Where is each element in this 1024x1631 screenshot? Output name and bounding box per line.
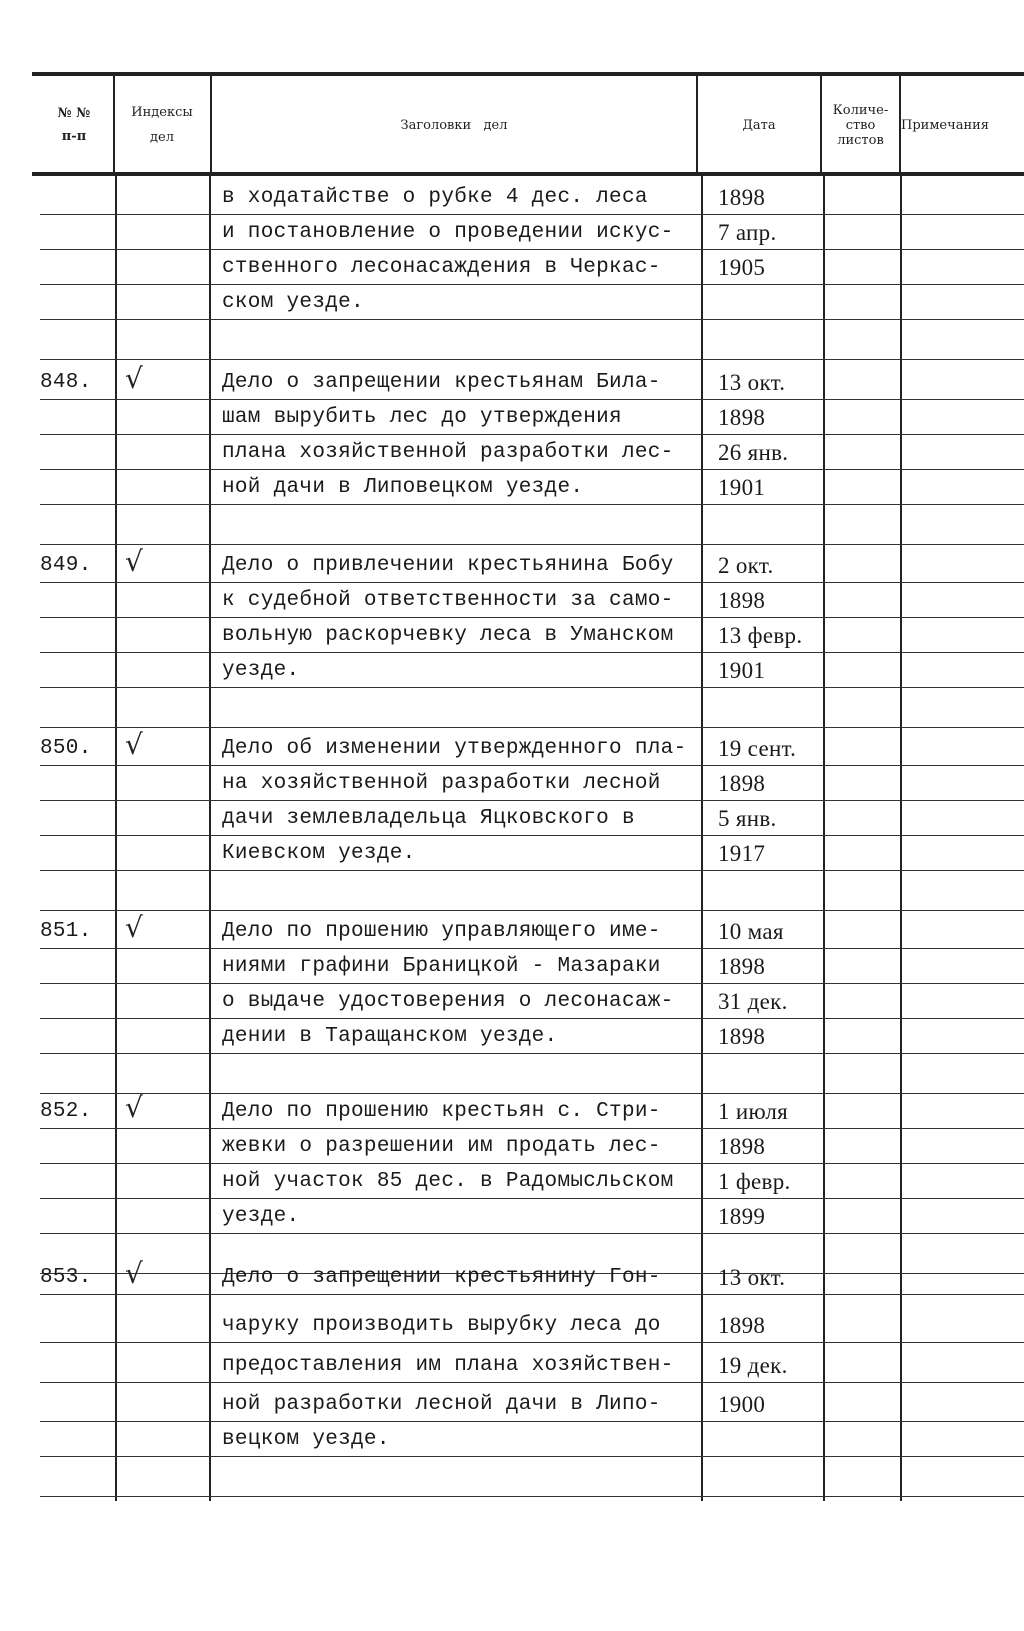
table-row	[0, 911, 1024, 949]
row-date: 31 дек.	[718, 989, 788, 1014]
row-date: 19 сент.	[718, 736, 797, 761]
header-top-rule	[32, 72, 1024, 76]
table-row	[0, 362, 1024, 400]
header-sheets-line2: ство	[845, 117, 876, 133]
row-title: и постановление о проведении искус-	[222, 221, 674, 244]
row-title: уезде.	[222, 659, 300, 682]
table-row	[0, 1422, 1024, 1457]
row-title: ной разработки лесной дачи в Липо-	[222, 1393, 661, 1416]
header-number-line1: № №	[57, 106, 91, 121]
check-mark-icon: √	[125, 1257, 144, 1290]
table-row	[0, 583, 1024, 618]
header-index-line1: Индексы	[131, 105, 193, 120]
table-row	[0, 1387, 1024, 1422]
table-row	[0, 400, 1024, 435]
header-index	[114, 78, 210, 172]
row-title: Киевском уезде.	[222, 842, 416, 865]
header-notes	[901, 78, 1024, 172]
table-row	[0, 1129, 1024, 1164]
table-row	[0, 1019, 1024, 1054]
row-date: 1898	[718, 1134, 766, 1159]
row-date: 1898	[718, 1313, 766, 1338]
row-number: 850.	[40, 737, 92, 760]
table-row	[0, 876, 1024, 911]
check-mark-icon: √	[125, 362, 144, 395]
table-row	[0, 618, 1024, 653]
header-sheets	[822, 78, 899, 172]
header-bottom-rule	[32, 172, 1024, 176]
row-title: ниями графини Браницкой - Мазараки	[222, 955, 661, 978]
row-title: шам вырубить лес до утверждения	[222, 406, 622, 429]
row-date: 13 окт.	[718, 1265, 786, 1290]
table-row	[0, 510, 1024, 545]
row-date: 13 окт.	[718, 370, 786, 395]
row-title: к судебной ответственности за само-	[222, 589, 674, 612]
row-title: предоставления им плана хозяйствен-	[222, 1354, 674, 1377]
table-row	[0, 1348, 1024, 1383]
header-sheets-line3: листов	[837, 132, 884, 148]
table-row	[0, 325, 1024, 360]
row-title: в ходатайстве о рубке 4 дес. леса	[222, 186, 648, 209]
table-row	[0, 1462, 1024, 1497]
row-date: 7 апр.	[718, 220, 777, 245]
row-title: плана хозяйственной разработки лес-	[222, 441, 674, 464]
table-row	[0, 801, 1024, 836]
row-title: ной участок 85 дес. в Радомысльском	[222, 1170, 674, 1193]
row-date: 19 дек.	[718, 1353, 788, 1378]
row-number: 849.	[40, 554, 92, 577]
check-mark-icon: √	[125, 1091, 144, 1124]
check-mark-icon: √	[125, 728, 144, 761]
row-date: 10 мая	[718, 919, 784, 944]
row-date: 13 февр.	[718, 623, 803, 648]
row-title: жевки о разрешении им продать лес-	[222, 1135, 661, 1158]
row-title: ском уезде.	[222, 291, 364, 314]
table-row	[0, 470, 1024, 505]
row-title: уезде.	[222, 1205, 300, 1228]
row-date: 1898	[718, 185, 766, 210]
row-date: 1898	[718, 954, 766, 979]
row-title: Дело по прошению управляющего име-	[222, 920, 661, 943]
row-date: 1899	[718, 1204, 766, 1229]
row-date: 1898	[718, 771, 766, 796]
row-title: Дело о запрещении крестьянам Била-	[222, 371, 661, 394]
table-row	[0, 1308, 1024, 1343]
table-row	[0, 836, 1024, 871]
row-title: вецком уезде.	[222, 1428, 390, 1451]
row-title: Дело о запрещении крестьянину Гон-	[222, 1266, 661, 1289]
row-date: 1 февр.	[718, 1169, 791, 1194]
row-title: чаруку производить вырубку леса до	[222, 1314, 661, 1337]
row-date: 1 июля	[718, 1099, 789, 1124]
row-date: 1901	[718, 475, 766, 500]
row-title: ственного лесонасаждения в Черкас-	[222, 256, 661, 279]
table-row	[0, 766, 1024, 801]
row-date: 1900	[718, 1392, 766, 1417]
check-mark-icon: √	[125, 545, 144, 578]
row-date: 1905	[718, 255, 766, 280]
table-row	[0, 1257, 1024, 1295]
table-row	[0, 1059, 1024, 1094]
row-title: вольную раскорчевку леса в Уманском	[222, 624, 674, 647]
table-row	[0, 435, 1024, 470]
row-number: 853.	[40, 1266, 92, 1289]
header-number-line2: п-п	[61, 129, 87, 144]
row-date: 2 окт.	[718, 553, 774, 578]
row-title: Дело по прошению крестьян с. Стри-	[222, 1100, 661, 1123]
header-notes-label: Примечания	[901, 117, 990, 133]
row-title: о выдаче удостоверения о лесонасаж-	[222, 990, 674, 1013]
table-row	[0, 250, 1024, 285]
row-date: 26 янв.	[718, 440, 789, 465]
table-row	[0, 949, 1024, 984]
row-title: Дело об изменении утвержденного пла-	[222, 737, 687, 760]
table-row	[0, 1164, 1024, 1199]
table-row	[0, 693, 1024, 728]
row-title: дачи землевладельца Яцковского в	[222, 807, 635, 830]
row-date: 1901	[718, 658, 766, 683]
row-number: 851.	[40, 920, 92, 943]
table-row	[0, 1199, 1024, 1234]
header-titles-label: Заголовки дел	[400, 117, 508, 133]
header-sheets-line1: Количе-	[832, 102, 889, 118]
table-row	[0, 545, 1024, 583]
row-title: дении в Таращанском уезде.	[222, 1025, 558, 1048]
table-row	[0, 728, 1024, 766]
row-date: 1898	[718, 405, 766, 430]
header-date	[698, 78, 820, 172]
header-index-line2: дел	[150, 130, 174, 145]
table-row	[0, 653, 1024, 688]
table-row	[0, 215, 1024, 250]
table-row	[0, 180, 1024, 215]
row-date: 1898	[718, 588, 766, 613]
row-date: 5 янв.	[718, 806, 777, 831]
table-row	[0, 285, 1024, 320]
header-date-label: Дата	[742, 117, 776, 133]
table-row	[0, 984, 1024, 1019]
row-date: 1917	[718, 841, 766, 866]
row-number: 848.	[40, 371, 92, 394]
row-number: 852.	[40, 1100, 92, 1123]
header-titles	[212, 78, 696, 172]
row-title: на хозяйственной разработки лесной	[222, 772, 661, 795]
header-number	[36, 78, 112, 172]
row-title: ной дачи в Липовецком уезде.	[222, 476, 584, 499]
table-row	[0, 1091, 1024, 1129]
row-date: 1898	[718, 1024, 766, 1049]
check-mark-icon: √	[125, 911, 144, 944]
row-title: Дело о привлечении крестьянина Бобу	[222, 554, 674, 577]
